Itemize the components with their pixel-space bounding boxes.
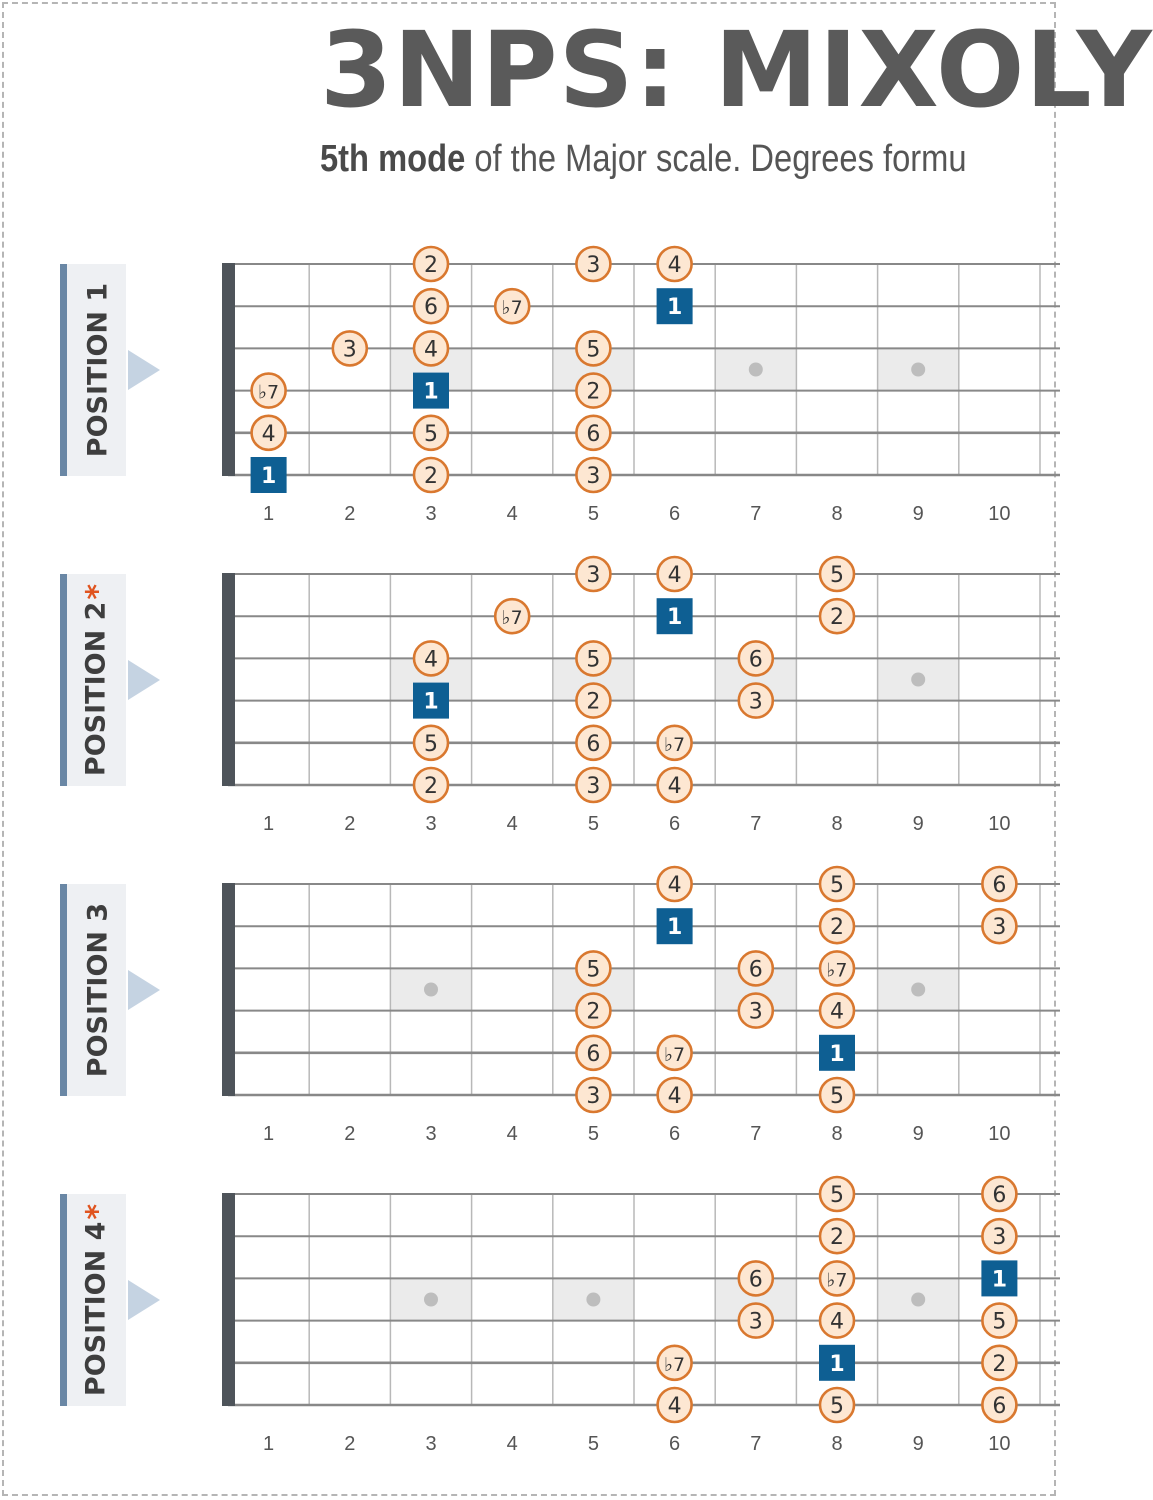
note-degree: 1 — [666, 915, 683, 941]
note-degree: 3 — [586, 253, 601, 278]
note-degree: ♭7 — [826, 1269, 848, 1292]
note-degree: 4 — [667, 1084, 682, 1109]
note-degree: 5 — [586, 647, 601, 673]
note-degree: 2 — [586, 999, 601, 1025]
scale-note — [658, 1388, 692, 1422]
note-degree: 5 — [424, 731, 438, 757]
fret-number: 6 — [669, 1433, 681, 1455]
note-degree: 5 — [586, 337, 601, 363]
note-degree: 4 — [667, 774, 682, 799]
note-degree: 2 — [424, 464, 438, 489]
note-degree: 3 — [748, 689, 763, 715]
note-degree: ♭7 — [664, 1043, 686, 1066]
note-degree: 3 — [586, 563, 601, 588]
scale-note — [982, 1177, 1016, 1211]
fret-number: 5 — [587, 813, 599, 835]
note-degree: 2 — [830, 915, 844, 941]
fret-number: 10 — [988, 503, 1011, 525]
fret-number: 9 — [912, 1433, 924, 1455]
position-label-text: POSITION 3 — [82, 902, 114, 1078]
note-degree: 1 — [991, 1267, 1008, 1293]
fret-number: 8 — [831, 1123, 843, 1145]
position-star: * — [80, 1203, 116, 1220]
fret-number: 4 — [506, 503, 518, 525]
fret-number: 3 — [425, 1123, 437, 1145]
fret-number: 5 — [587, 503, 599, 525]
scale-note — [820, 1304, 854, 1338]
fret-number: 3 — [425, 503, 437, 525]
fret-number: 6 — [669, 1123, 681, 1145]
scale-note — [982, 1388, 1016, 1422]
fret-number: 8 — [831, 503, 843, 525]
note-degree: 1 — [829, 1351, 845, 1377]
note-degree: 6 — [992, 873, 1007, 898]
fret-number: 7 — [750, 813, 762, 835]
note-degree: 1 — [666, 605, 683, 631]
root-note — [981, 1260, 1017, 1296]
fret-number: 7 — [750, 503, 762, 525]
fret-number: 4 — [506, 1433, 518, 1455]
scale-note — [982, 1219, 1016, 1253]
fret-number: 9 — [912, 813, 924, 835]
note-degree: 1 — [423, 689, 439, 715]
note-degree: 5 — [424, 421, 438, 447]
inlay-dot — [586, 1293, 600, 1307]
note-degree: ♭7 — [258, 381, 280, 404]
note-degree: 6 — [586, 731, 601, 757]
fret-number: 8 — [831, 813, 843, 835]
inlay-dot — [424, 1293, 438, 1307]
fret-number: 9 — [912, 503, 924, 525]
note-degree: 3 — [748, 999, 763, 1025]
note-degree: ♭7 — [826, 959, 848, 982]
position-label-text: POSITION 2 — [80, 601, 112, 777]
scale-note — [820, 1219, 854, 1253]
fret-number: 10 — [988, 813, 1011, 835]
note-degree: 5 — [830, 873, 844, 898]
note-degree: 6 — [586, 421, 601, 447]
fret-number: 6 — [669, 813, 681, 835]
note-degree: 5 — [830, 1183, 844, 1208]
note-degree: 1 — [423, 379, 439, 405]
note-degree: 3 — [992, 1225, 1007, 1251]
note-degree: 2 — [424, 253, 438, 278]
note-degree: 6 — [424, 295, 438, 321]
subtitle-bold: 5th mode — [320, 138, 466, 180]
fret-number: 9 — [912, 1123, 924, 1145]
nut — [222, 1193, 235, 1406]
fret-number: 1 — [263, 1123, 275, 1145]
fret-number: 10 — [988, 1123, 1011, 1145]
note-degree: 4 — [424, 337, 438, 363]
fret-number: 10 — [988, 1433, 1011, 1455]
note-degree: 5 — [992, 1309, 1007, 1335]
scale-note — [739, 1261, 773, 1295]
fret-number: 2 — [344, 503, 356, 525]
note-degree: 2 — [830, 605, 844, 631]
note-degree: ♭7 — [664, 733, 686, 756]
note-degree: 3 — [342, 337, 357, 363]
scale-note — [739, 1304, 773, 1338]
inlay-dot — [911, 1293, 925, 1307]
note-degree: 4 — [667, 253, 682, 278]
fret-number: 8 — [831, 1433, 843, 1455]
note-degree: 4 — [830, 999, 844, 1025]
note-degree: 5 — [586, 957, 601, 983]
scale-note — [658, 1346, 692, 1380]
fret-number: 1 — [263, 813, 275, 835]
scale-note — [820, 1261, 854, 1295]
note-degree: 2 — [830, 1225, 844, 1251]
note-degree: 6 — [586, 1041, 601, 1067]
note-degree: 4 — [667, 1394, 682, 1419]
note-degree: ♭7 — [501, 607, 523, 630]
note-degree: 5 — [830, 563, 844, 588]
note-degree: 1 — [260, 464, 277, 489]
note-degree: 4 — [667, 563, 682, 588]
note-degree: 1 — [829, 1041, 845, 1067]
scale-note — [820, 1388, 854, 1422]
note-degree: 6 — [748, 1267, 763, 1293]
note-degree: 6 — [748, 647, 763, 673]
note-degree: 4 — [667, 873, 682, 898]
fret-number: 6 — [669, 503, 681, 525]
fret-number: 2 — [344, 1433, 356, 1455]
note-degree: 6 — [748, 957, 763, 983]
note-degree: 3 — [586, 774, 601, 799]
note-degree: 4 — [424, 647, 438, 673]
fret-number: 4 — [506, 813, 518, 835]
fret-number: 2 — [344, 1123, 356, 1145]
note-degree: 4 — [830, 1309, 844, 1335]
fret-number: 7 — [750, 1433, 762, 1455]
scale-note — [982, 1304, 1016, 1338]
fret-number: 5 — [587, 1433, 599, 1455]
note-degree: 3 — [586, 1084, 601, 1109]
note-degree: 2 — [992, 1351, 1007, 1377]
fret-number: 7 — [750, 1123, 762, 1145]
note-degree: 5 — [830, 1084, 844, 1109]
note-degree: 6 — [992, 1183, 1007, 1208]
subtitle-rest: of the Major scale. Degrees formu — [465, 138, 967, 180]
scale-note — [820, 1177, 854, 1211]
note-degree: 6 — [992, 1394, 1007, 1419]
position-label-text: POSITION 4 — [80, 1221, 112, 1397]
note-degree: 3 — [992, 915, 1007, 941]
note-degree: 2 — [586, 379, 601, 405]
note-degree: 4 — [261, 421, 276, 447]
scale-note — [982, 1346, 1016, 1380]
fret-number: 3 — [425, 813, 437, 835]
position-star: * — [80, 583, 116, 600]
note-degree: 2 — [424, 774, 438, 799]
note-degree: 3 — [748, 1309, 763, 1335]
fret-number: 3 — [425, 1433, 437, 1455]
note-degree: 3 — [586, 464, 601, 489]
fret-number: 1 — [263, 1433, 275, 1455]
note-degree: 1 — [666, 295, 683, 321]
note-degree: ♭7 — [501, 297, 523, 320]
note-degree: ♭7 — [664, 1353, 686, 1376]
page-title: 3NPS: MIXOLY — [320, 9, 1153, 131]
note-degree: 5 — [830, 1394, 844, 1419]
fret-number: 4 — [506, 1123, 518, 1145]
root-note — [819, 1345, 855, 1381]
fret-number: 5 — [587, 1123, 599, 1145]
fret-number: 1 — [263, 503, 275, 525]
position-label-text: POSITION 1 — [82, 282, 114, 458]
note-degree: 2 — [586, 689, 601, 715]
fret-number: 2 — [344, 813, 356, 835]
